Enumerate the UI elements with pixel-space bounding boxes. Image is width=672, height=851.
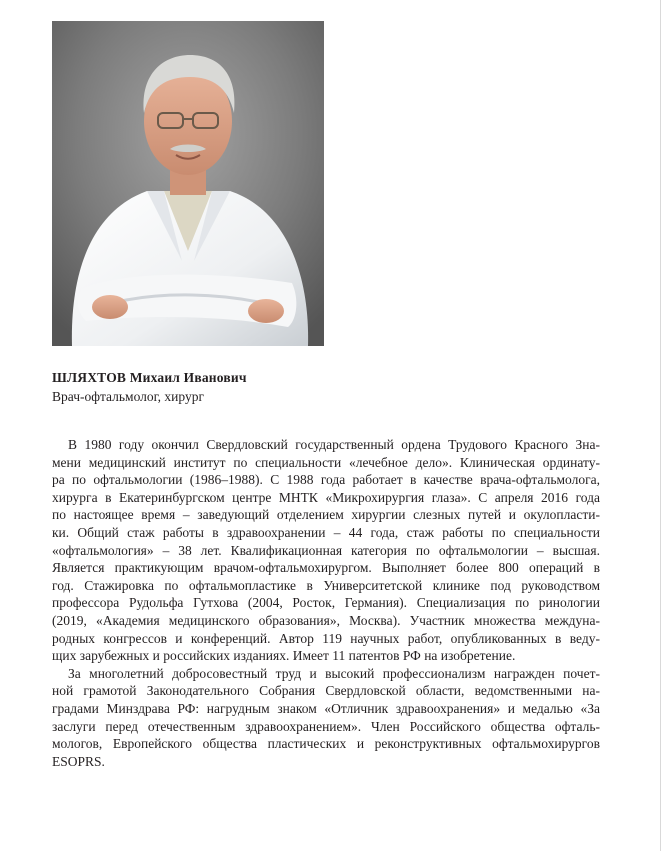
page-edge-rule [660,0,661,851]
biography-paragraph [52,665,600,771]
text-line: хирурга в Екатеринбургском центре МНТК «Микрохирургия глаза». С апреля 2016 года [52,489,600,505]
text-line: мени медицинский институт по специальности «лечебное дело». Клиническая ординату- [52,454,600,470]
portrait-illustration [52,21,324,346]
text-line: (2019, «Академия медицинского образования», Москва). Участник множества междуна- [52,612,600,628]
text-line: профессора Рудольфа Гутхова (2004, Росток, Германия). Специализация по ринологии [52,595,600,611]
text-line: градами Минздрава РФ: нагрудным знаком «Отличник здравоохранения» и медалью «За [52,700,600,716]
text-line: ESOPRS. [52,753,105,769]
text-line: За многолетний добросовестный труд и высокий профессионализм награжден почет- [68,665,600,681]
text-line: щих зарубежных и российских изданиях. Имеет 11 патентов РФ на изобретение. [52,648,516,664]
portrait-photo [52,21,324,346]
text-line: ра по офтальмологии (1986–1988). С 1988 года работает в качестве врача-офтальмолога, [52,472,600,488]
biography-paragraph [52,436,600,665]
text-line: заслуги перед отечественным здравоохранением». Член Российского общества офталь- [52,718,600,734]
text-line: «офтальмология» – 38 лет. Квалификационная категория по офтальмологии – высшая. [52,542,600,558]
text-line: год. Стажировка по офтальмопластике в Университетской клинике под руководством [52,577,600,593]
text-line: по настоящее время – заведующий отделением хирургии слезных путей и окулопласти- [52,507,600,523]
person-name: ШЛЯХТОВ Михаил Иванович [52,370,247,385]
text-line: ки. Общий стаж работы в здравоохранении – 44 года, стаж работы по специальности [52,524,600,540]
text-line: В 1980 году окончил Свердловский государственный ордена Трудового Красного Зна- [68,437,600,452]
biography-text [52,436,600,770]
text-line: мологов, Европейского общества пластических и реконструктивных офтальмохирургов [52,736,600,752]
text-line: Является практикующим врачом-офтальмохирургом. Выполняет более 800 операций в [52,560,600,576]
text-line: родных конгрессов и конференций. Автор 119 научных работ, опубликованных в веду- [52,630,600,646]
person-position: Врач-офтальмолог, хирург [52,389,205,404]
text-line: ной грамотой Законодательного Собрания Свердловской области, ведомственными на- [52,683,600,699]
